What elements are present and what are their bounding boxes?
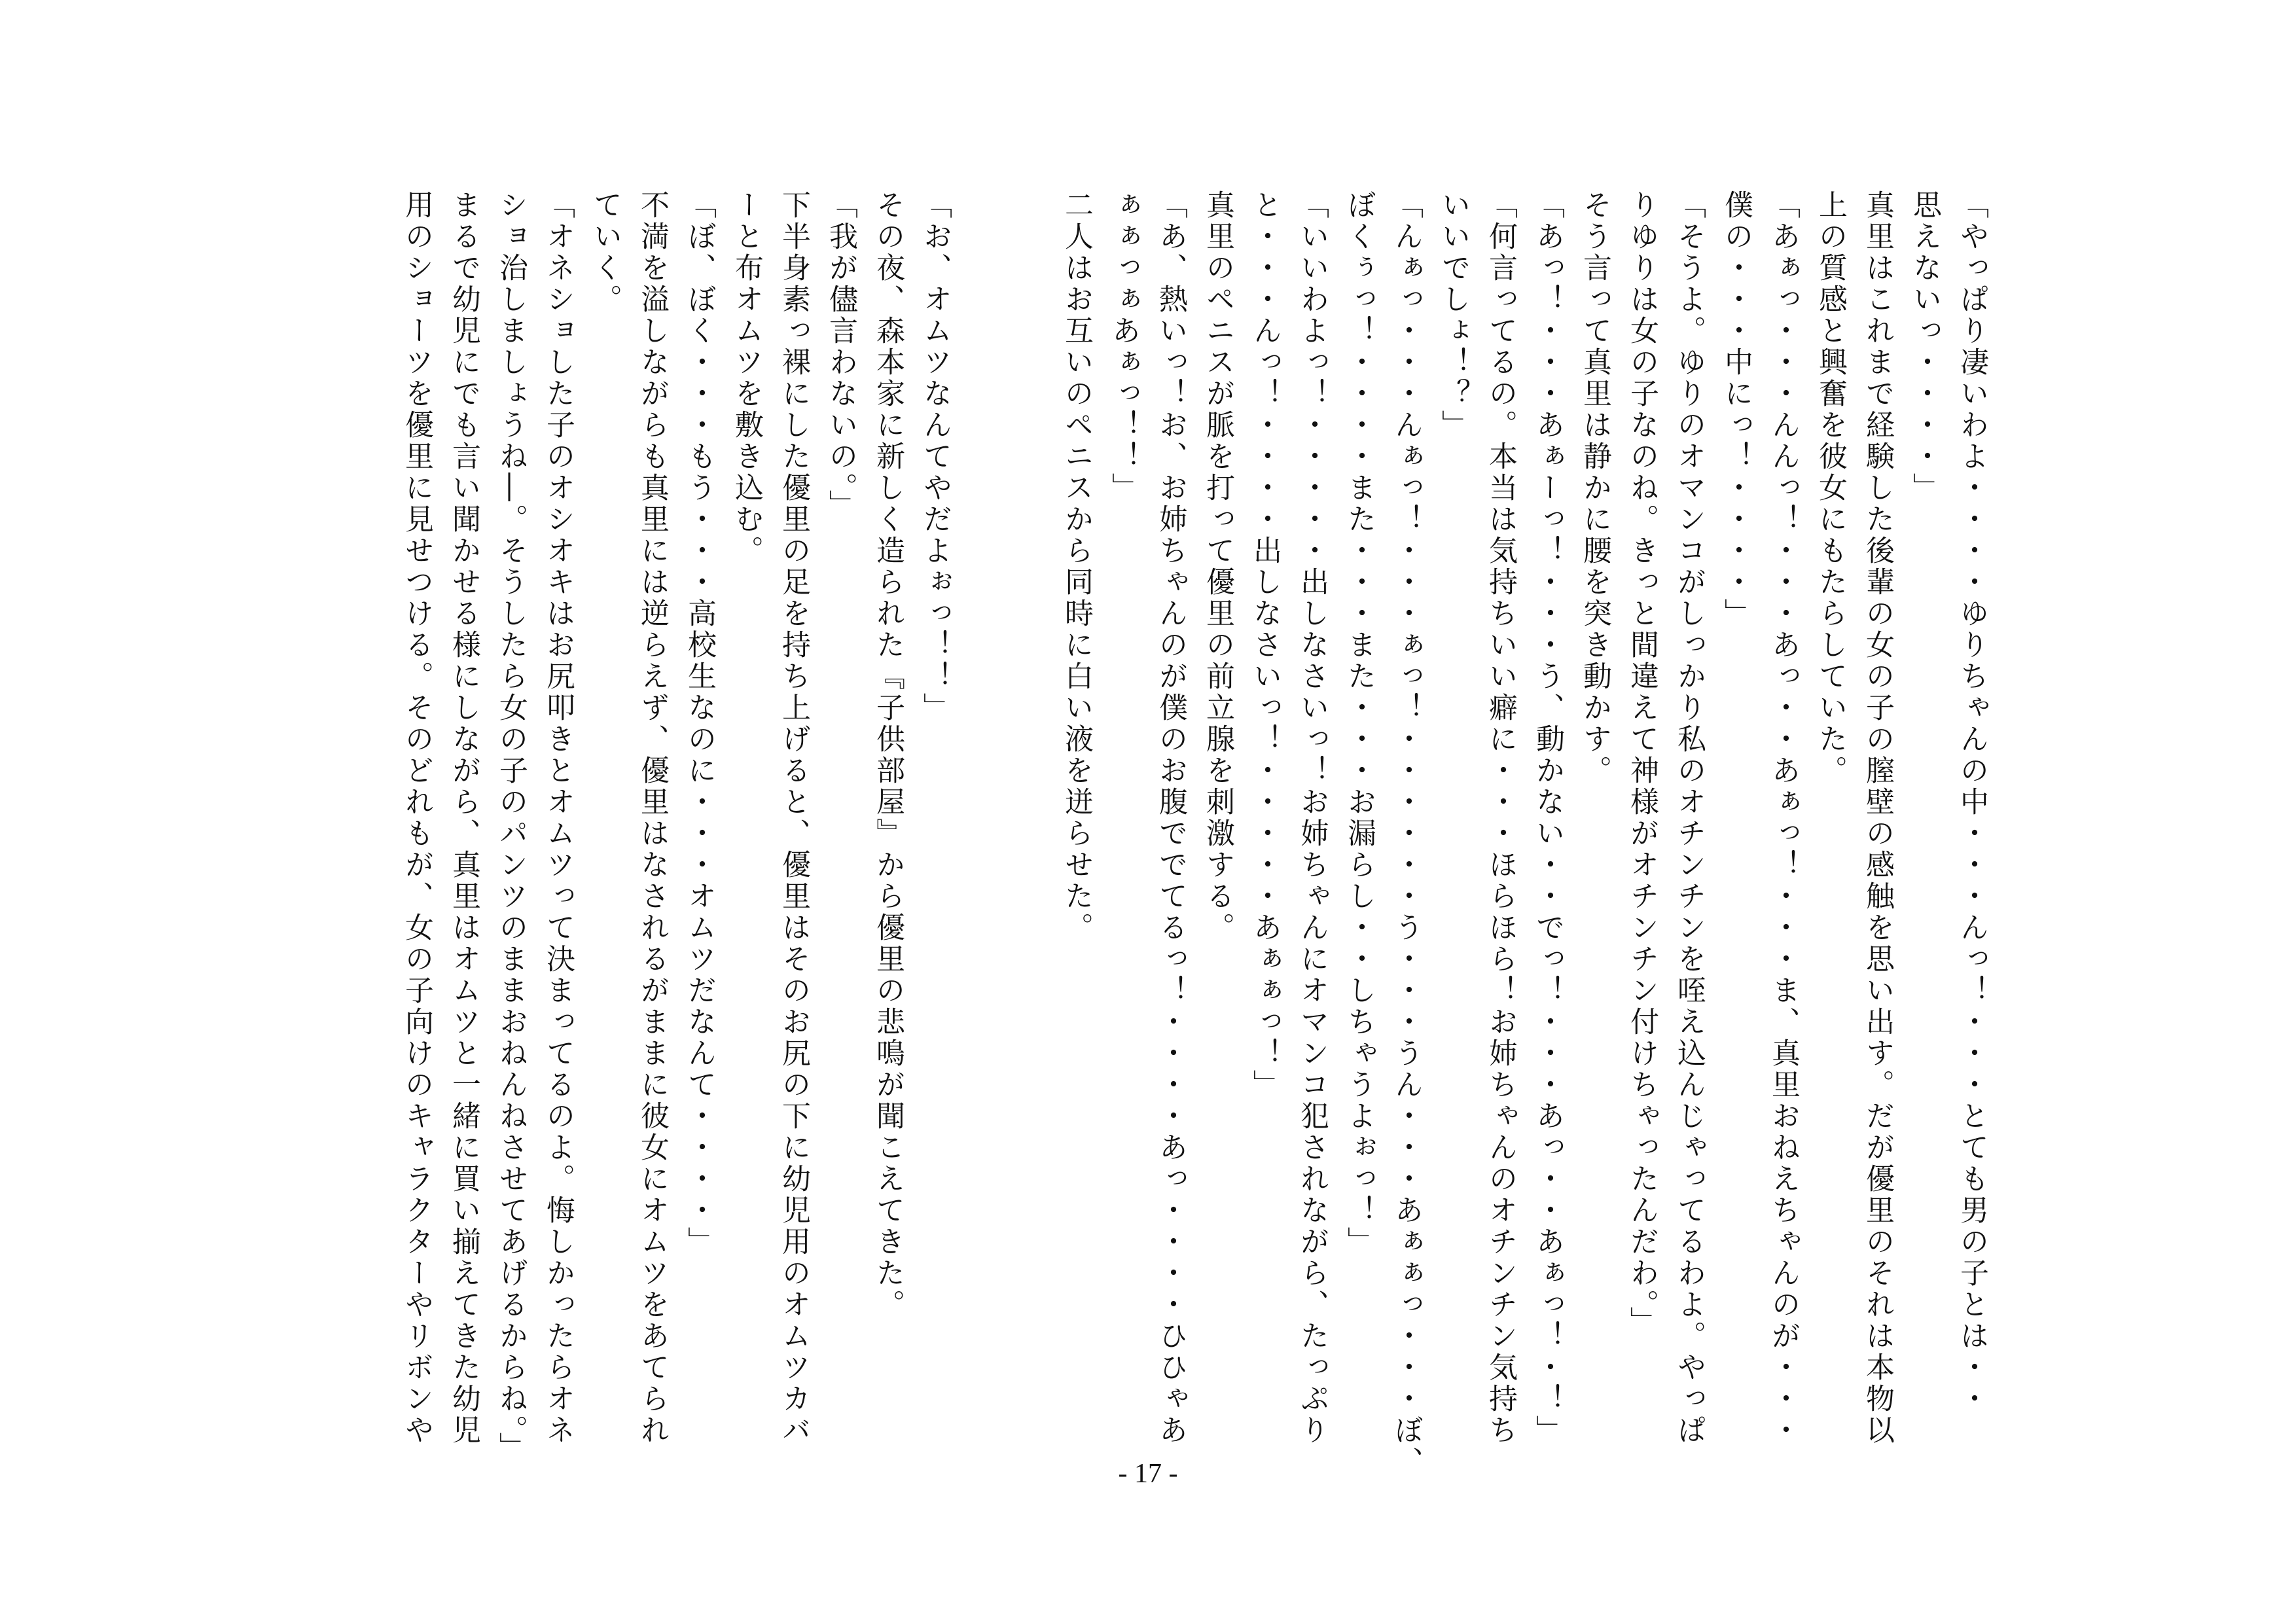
- text-line: りゆりは女の子なのね。きっと間違えて神様がオチンチン付けちゃったんだわ。」: [1625, 190, 1659, 1338]
- text-line: 「何言ってるの。本当は気持ちいい癖に・・・ほらほら！お姉ちゃんのオチンチン気持ち: [1484, 190, 1517, 1446]
- text-line: 「あ、熱いっ！お、お姉ちゃんのが僕のお腹ででてるっ！・・・・あっ・・・・ひひゃあ: [1154, 190, 1187, 1446]
- text-line: 上の質感と興奮を彼女にもたらしていた。: [1814, 190, 1847, 787]
- text-line: 僕の・・・中にっ！・・・・」: [1719, 190, 1753, 630]
- text-line: 「んぁっ・・・んぁっ！・・・ぁっ！・・・・・・う・・・うん・・・あぁぁっ・・・ぼ、: [1390, 190, 1423, 1478]
- text-line: 「お、オムツなんてやだよぉっ！！」: [918, 190, 952, 724]
- text-line: 「やっぱり凄いわよ・・・・ゆりちゃんの中・・・んっ！・・・とても男の子とは・・: [1955, 190, 1988, 1415]
- text-line: ぁぁっぁあぁっ！！」: [1107, 190, 1140, 504]
- text-line: ていく。: [588, 190, 622, 315]
- text-line: 「あぁっ・・・んんっ！・・・あっ・・あぁっ！・・・ま、真里おねえちゃんのが・・・: [1767, 190, 1800, 1446]
- text-line: 不満を溢しながらも真里には逆らえず、優里はなされるがままに彼女にオムツをあてられ: [636, 190, 669, 1446]
- text-line: 「オネショした子のオシオキはお尻叩きとオムツって決まってるのよ。悔しかったらオネ: [541, 190, 575, 1446]
- text-line: いいでしょ！？」: [1437, 190, 1470, 441]
- text-line: 「いいわよっ！・・・・・出しなさいっ！お姉ちゃんにオマンコ犯されながら、たっぷり: [1295, 190, 1329, 1446]
- text-line: 真里のペニスが脈を打って優里の前立腺を刺激する。: [1201, 190, 1234, 944]
- text-line: ーと布オムツを敷き込む。: [730, 190, 763, 567]
- text-line: ぼくぅっ！・・・・また・・・また・・・お漏らし・・しちゃうよぉっ！」: [1342, 190, 1376, 1258]
- text-line: 「我が儘言わないの。」: [824, 190, 857, 521]
- text-line: そう言って真里は静かに腰を突き動かす。: [1578, 190, 1611, 787]
- text-line: ショ治しましょうね―。そうしたら女の子のパンツのままおねんねさせてあげるからね。」: [494, 190, 528, 1463]
- page-number: - 17 -: [1118, 1459, 1178, 1489]
- text-line: 二人はお互いのペニスから同時に白い液を迸らせた。: [1060, 190, 1093, 944]
- text-line: 「そうよ。ゆりのオマンコがしっかり私のオチンチンを咥え込んじゃってるわよ。やっぱ: [1672, 190, 1706, 1446]
- text-line: 「ぼ、ぼく・・・もう・・・高校生なのに・・・オムツだなんて・・・・」: [683, 190, 716, 1258]
- text-line: 下半身素っ裸にした優里の足を持ち上げると、優里はそのお尻の下に幼児用のオムツカバ: [777, 190, 810, 1446]
- text-line: まるで幼児にでも言い聞かせる様にしながら、真里はオムツと一緒に買い揃えてきた幼児: [447, 190, 480, 1446]
- text-line: その夜、森本家に新しく造られた『子供部屋』から優里の悲鳴が聞こえてきた。: [871, 190, 905, 1321]
- text-line: 思えないっ・・・・」: [1908, 190, 1941, 504]
- text-line: 用のショーツを優里に見せつける。そのどれもが、女の子向けのキャラクターやリボンや: [400, 190, 433, 1446]
- text-line: 真里はこれまで経験した後輩の女の子の膣壁の感触を思い出す。だが優里のそれは本物以: [1861, 190, 1894, 1446]
- text-line: と・・・んっ！・・・・出しなさいっ！・・・・・あぁぁっ！」: [1248, 190, 1282, 1101]
- vertical-text-body: [393, 190, 1995, 1512]
- paragraph-gap: [958, 190, 1005, 1512]
- paragraph-gap: [1005, 190, 1052, 1512]
- text-line: 「あっ！・・・あぁーっ！・・・う、動かない・・でっ！・・・あっ・・あぁっ！・！」: [1531, 190, 1564, 1446]
